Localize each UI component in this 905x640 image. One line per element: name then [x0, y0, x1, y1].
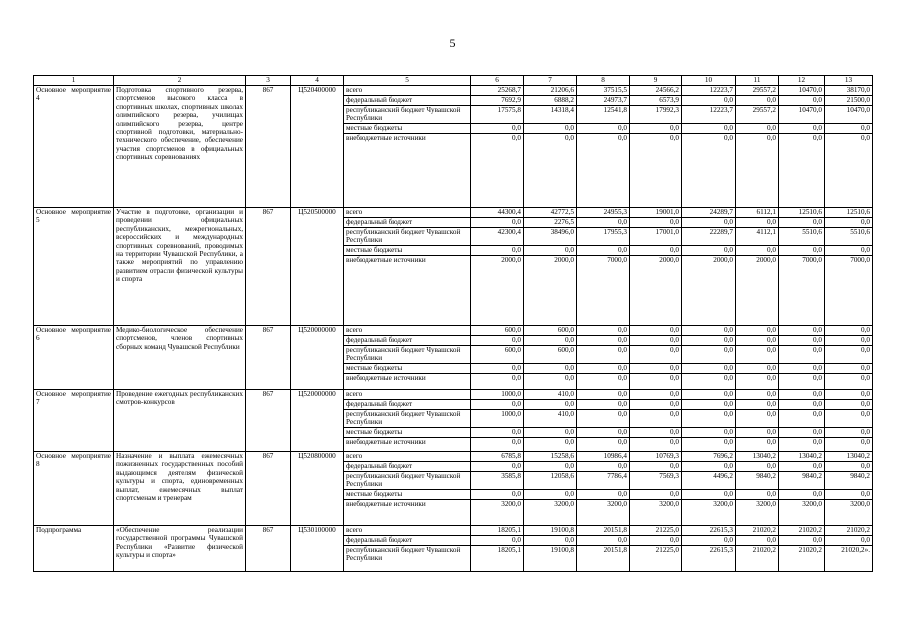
amount-cell: 7000,0 [825, 256, 873, 326]
amount-cell: 0,0 [825, 400, 873, 410]
table-row [34, 86, 873, 96]
amount-cell: 3200,0 [577, 500, 630, 526]
funding-source-cell: федеральный бюджет [344, 400, 471, 410]
amount-cell: 0,0 [779, 374, 825, 390]
funding-source-cell: местные бюджеты [344, 364, 471, 374]
amount-cell: 3200,0 [825, 500, 873, 526]
amount-cell: 0,0 [524, 400, 577, 410]
amount-cell: 0,0 [524, 124, 577, 134]
funding-source-cell: республиканский бюджет Чувашской Республики [344, 106, 471, 124]
amount-cell: 22615,3 [682, 546, 736, 572]
amount-cell: 3200,0 [779, 500, 825, 526]
amount-cell: 0,0 [630, 364, 682, 374]
activity-type-cell: Основное мероприятие 7 [34, 390, 114, 452]
amount-cell: 0,0 [682, 374, 736, 390]
amount-cell: 2000,0 [682, 256, 736, 326]
funding-source-cell: федеральный бюджет [344, 462, 471, 472]
amount-cell: 21206,6 [524, 86, 577, 96]
table-row [34, 326, 873, 336]
amount-cell: 25268,7 [471, 86, 524, 96]
amount-cell: 3200,0 [736, 500, 779, 526]
amount-cell: 0,0 [471, 364, 524, 374]
amount-cell: 17575,8 [471, 106, 524, 124]
amount-cell: 0,0 [736, 246, 779, 256]
admin-code-cell: 867 [246, 526, 291, 572]
amount-cell: 600,0 [471, 326, 524, 336]
amount-cell: 0,0 [825, 218, 873, 228]
amount-cell: 0,0 [736, 96, 779, 106]
amount-cell: 21020,2». [825, 546, 873, 572]
amount-cell: 10470,0 [779, 86, 825, 96]
amount-cell: 0,0 [736, 346, 779, 364]
activity-description-cell: Участие в подготовке, организации и проведении официальных республиканских, межрегиональных, всероссийских и международных спортивных соревнований, проводимых на территории Чувашской Республики, а также мероприятий по управлению развитием отрасли физической культуры и спорта [114, 208, 246, 326]
amount-cell: 7000,0 [577, 256, 630, 326]
funding-source-cell: республиканский бюджет Чувашской Республики [344, 546, 471, 572]
amount-cell: 0,0 [630, 346, 682, 364]
amount-cell: 0,0 [736, 462, 779, 472]
funding-source-cell: всего [344, 208, 471, 218]
amount-cell: 2276,5 [524, 218, 577, 228]
amount-cell: 0,0 [736, 410, 779, 428]
amount-cell: 0,0 [779, 246, 825, 256]
amount-cell: 37515,5 [577, 86, 630, 96]
amount-cell: 0,0 [779, 364, 825, 374]
amount-cell: 29557,2 [736, 86, 779, 96]
budget-class-code-cell: Ц520000000 [291, 326, 344, 390]
amount-cell: 0,0 [630, 428, 682, 438]
table-row [34, 208, 873, 218]
amount-cell: 13040,2 [779, 452, 825, 462]
amount-cell: 0,0 [577, 246, 630, 256]
amount-cell: 0,0 [682, 134, 736, 208]
amount-cell: 0,0 [825, 536, 873, 546]
amount-cell: 0,0 [825, 410, 873, 428]
funding-source-cell: республиканский бюджет Чувашской Республики [344, 228, 471, 246]
amount-cell: 29557,2 [736, 106, 779, 124]
amount-cell: 0,0 [524, 536, 577, 546]
amount-cell: 18205,1 [471, 546, 524, 572]
amount-cell: 7000,0 [779, 256, 825, 326]
amount-cell: 0,0 [736, 490, 779, 500]
amount-cell: 2000,0 [524, 256, 577, 326]
amount-cell: 10470,0 [779, 106, 825, 124]
amount-cell: 0,0 [471, 400, 524, 410]
amount-cell: 5510,6 [825, 228, 873, 246]
amount-cell: 0,0 [471, 462, 524, 472]
funding-source-cell: внебюджетные источники [344, 134, 471, 208]
funding-source-cell: местные бюджеты [344, 428, 471, 438]
funding-source-cell: республиканский бюджет Чувашской Республики [344, 346, 471, 364]
amount-cell: 0,0 [630, 124, 682, 134]
amount-cell: 0,0 [577, 490, 630, 500]
page-number: 5 [449, 36, 456, 50]
amount-cell: 6573,9 [630, 96, 682, 106]
admin-code-cell: 867 [246, 452, 291, 526]
activity-description-cell: Проведение ежегодных республиканских смотров-конкурсов [114, 390, 246, 452]
amount-cell: 2000,0 [630, 256, 682, 326]
amount-cell: 10986,4 [577, 452, 630, 462]
amount-cell: 38496,0 [524, 228, 577, 246]
amount-cell: 0,0 [630, 438, 682, 452]
amount-cell: 0,0 [682, 410, 736, 428]
amount-cell: 0,0 [682, 218, 736, 228]
amount-cell: 0,0 [524, 438, 577, 452]
amount-cell: 19100,8 [524, 546, 577, 572]
amount-cell: 0,0 [736, 134, 779, 208]
amount-cell: 0,0 [682, 96, 736, 106]
amount-cell: 10470,0 [825, 106, 873, 124]
amount-cell: 14318,4 [524, 106, 577, 124]
amount-cell: 0,0 [825, 336, 873, 346]
header-cell: 8 [577, 76, 630, 86]
amount-cell: 20151,8 [577, 526, 630, 536]
budget-class-code-cell: Ц520400000 [291, 86, 344, 208]
amount-cell: 0,0 [825, 326, 873, 336]
amount-cell: 0,0 [630, 246, 682, 256]
header-cell: 12 [779, 76, 825, 86]
amount-cell: 0,0 [736, 124, 779, 134]
amount-cell: 7692,9 [471, 96, 524, 106]
amount-cell: 0,0 [630, 390, 682, 400]
amount-cell: 0,0 [736, 326, 779, 336]
amount-cell: 19100,8 [524, 526, 577, 536]
header-cell: 1 [34, 76, 114, 86]
table-row [34, 390, 873, 400]
funding-source-cell: всего [344, 452, 471, 462]
amount-cell: 0,0 [682, 428, 736, 438]
amount-cell: 0,0 [577, 374, 630, 390]
amount-cell: 12223,7 [682, 86, 736, 96]
amount-cell: 21225,0 [630, 526, 682, 536]
amount-cell: 0,0 [577, 428, 630, 438]
amount-cell: 0,0 [577, 400, 630, 410]
admin-code-cell: 867 [246, 326, 291, 390]
funding-source-cell: внебюджетные источники [344, 256, 471, 326]
amount-cell: 0,0 [524, 490, 577, 500]
amount-cell: 0,0 [577, 218, 630, 228]
amount-cell: 10769,3 [630, 452, 682, 462]
amount-cell: 0,0 [736, 438, 779, 452]
amount-cell: 0,0 [630, 336, 682, 346]
amount-cell: 0,0 [779, 410, 825, 428]
amount-cell: 410,0 [524, 390, 577, 400]
amount-cell: 0,0 [577, 410, 630, 428]
amount-cell: 24566,2 [630, 86, 682, 96]
amount-cell: 0,0 [682, 438, 736, 452]
amount-cell: 600,0 [524, 346, 577, 364]
amount-cell: 18205,1 [471, 526, 524, 536]
amount-cell: 0,0 [471, 246, 524, 256]
amount-cell: 0,0 [524, 134, 577, 208]
amount-cell: 12510,6 [779, 208, 825, 218]
budget-class-code-cell: Ц520800000 [291, 452, 344, 526]
activity-type-cell: Основное мероприятие 6 [34, 326, 114, 390]
amount-cell: 0,0 [471, 218, 524, 228]
amount-cell: 9840,2 [736, 472, 779, 490]
amount-cell: 12510,6 [825, 208, 873, 218]
amount-cell: 0,0 [779, 134, 825, 208]
amount-cell: 0,0 [471, 374, 524, 390]
amount-cell: 0,0 [471, 438, 524, 452]
amount-cell: 0,0 [577, 536, 630, 546]
funding-source-cell: всего [344, 86, 471, 96]
funding-source-cell: всего [344, 390, 471, 400]
amount-cell: 0,0 [577, 336, 630, 346]
amount-cell: 6112,1 [736, 208, 779, 218]
amount-cell: 0,0 [736, 536, 779, 546]
funding-source-cell: местные бюджеты [344, 124, 471, 134]
funding-source-cell: всего [344, 326, 471, 336]
amount-cell: 0,0 [779, 346, 825, 364]
amount-cell: 17992,3 [630, 106, 682, 124]
amount-cell: 44300,4 [471, 208, 524, 218]
header-cell: 7 [524, 76, 577, 86]
amount-cell: 21020,2 [779, 546, 825, 572]
amount-cell: 0,0 [736, 364, 779, 374]
amount-cell: 24955,3 [577, 208, 630, 218]
amount-cell: 3585,8 [471, 472, 524, 490]
amount-cell: 0,0 [471, 428, 524, 438]
amount-cell: 15258,6 [524, 452, 577, 462]
amount-cell: 0,0 [630, 326, 682, 336]
activity-description-cell: «Обеспечение реализации государственной программы Чувашской Республики «Развитие физической культуры и спорта» [114, 526, 246, 572]
amount-cell: 20151,8 [577, 546, 630, 572]
amount-cell: 0,0 [825, 374, 873, 390]
amount-cell: 0,0 [736, 390, 779, 400]
amount-cell: 0,0 [630, 400, 682, 410]
amount-cell: 0,0 [736, 374, 779, 390]
amount-cell: 0,0 [682, 246, 736, 256]
amount-cell: 7569,3 [630, 472, 682, 490]
amount-cell: 0,0 [577, 134, 630, 208]
header-cell: 6 [471, 76, 524, 86]
amount-cell: 0,0 [471, 336, 524, 346]
amount-cell: 21225,0 [630, 546, 682, 572]
amount-cell: 0,0 [779, 438, 825, 452]
header-cell: 5 [344, 76, 471, 86]
header-cell: 10 [682, 76, 736, 86]
activity-type-cell: Основное мероприятие 8 [34, 452, 114, 526]
amount-cell: 12223,7 [682, 106, 736, 124]
amount-cell: 0,0 [630, 490, 682, 500]
activity-type-cell: Основное мероприятие 5 [34, 208, 114, 326]
header-cell: 9 [630, 76, 682, 86]
amount-cell: 0,0 [825, 364, 873, 374]
amount-cell: 4112,1 [736, 228, 779, 246]
amount-cell: 22615,3 [682, 526, 736, 536]
amount-cell: 0,0 [577, 364, 630, 374]
amount-cell: 0,0 [825, 438, 873, 452]
amount-cell: 3200,0 [471, 500, 524, 526]
amount-cell: 21020,2 [825, 526, 873, 536]
amount-cell: 21500,0 [825, 96, 873, 106]
amount-cell: 42300,4 [471, 228, 524, 246]
funding-source-cell: федеральный бюджет [344, 336, 471, 346]
table-row [34, 526, 873, 536]
amount-cell: 0,0 [524, 374, 577, 390]
amount-cell: 2000,0 [736, 256, 779, 326]
amount-cell: 0,0 [524, 336, 577, 346]
amount-cell: 0,0 [682, 364, 736, 374]
amount-cell: 0,0 [779, 336, 825, 346]
amount-cell: 0,0 [630, 374, 682, 390]
amount-cell: 19001,0 [630, 208, 682, 218]
amount-cell: 0,0 [471, 134, 524, 208]
admin-code-cell: 867 [246, 390, 291, 452]
amount-cell: 0,0 [779, 124, 825, 134]
amount-cell: 0,0 [736, 336, 779, 346]
activity-description-cell: Назначение и выплата ежемесячных пожизненных государственных пособий выдающимся деятелям физической культуры и спорта, единовременных выплат, ежемесячных выплат спортсменам и тренерам [114, 452, 246, 526]
amount-cell: 0,0 [779, 428, 825, 438]
amount-cell: 22289,7 [682, 228, 736, 246]
amount-cell: 3200,0 [682, 500, 736, 526]
amount-cell: 0,0 [682, 336, 736, 346]
header-cell: 11 [736, 76, 779, 86]
activity-type-cell: Основное мероприятие 4 [34, 86, 114, 208]
amount-cell: 0,0 [471, 124, 524, 134]
amount-cell: 0,0 [682, 400, 736, 410]
amount-cell: 0,0 [779, 462, 825, 472]
funding-source-cell: республиканский бюджет Чувашской Республики [344, 410, 471, 428]
amount-cell: 410,0 [524, 410, 577, 428]
amount-cell: 0,0 [630, 410, 682, 428]
amount-cell: 0,0 [471, 536, 524, 546]
amount-cell: 0,0 [630, 134, 682, 208]
budget-table [33, 75, 873, 572]
amount-cell: 24289,7 [682, 208, 736, 218]
amount-cell: 0,0 [577, 346, 630, 364]
amount-cell: 0,0 [682, 536, 736, 546]
budget-class-code-cell: Ц530100000 [291, 526, 344, 572]
activity-description-cell: Подготовка спортивного резерва, спортсменов высокого класса в спортивных школах, спортивных школах олимпийского резерва, училищах олимпийского резерва, центре спортивной подготовки, материально-технического обеспечение, обеспечение участия спортсменов в официальных спортивных соревнованиях [114, 86, 246, 208]
amount-cell: 3200,0 [630, 500, 682, 526]
funding-source-cell: всего [344, 526, 471, 536]
amount-cell: 0,0 [524, 428, 577, 438]
amount-cell: 6785,8 [471, 452, 524, 462]
funding-source-cell: федеральный бюджет [344, 536, 471, 546]
funding-source-cell: внебюджетные источники [344, 438, 471, 452]
admin-code-cell: 867 [246, 208, 291, 326]
amount-cell: 0,0 [779, 400, 825, 410]
amount-cell: 0,0 [779, 218, 825, 228]
funding-source-cell: внебюджетные источники [344, 374, 471, 390]
funding-source-cell: местные бюджеты [344, 490, 471, 500]
budget-class-code-cell: Ц520500000 [291, 208, 344, 326]
amount-cell: 0,0 [524, 364, 577, 374]
amount-cell: 600,0 [524, 326, 577, 336]
amount-cell: 0,0 [577, 124, 630, 134]
amount-cell: 0,0 [825, 246, 873, 256]
amount-cell: 0,0 [630, 536, 682, 546]
amount-cell: 0,0 [524, 246, 577, 256]
amount-cell: 0,0 [779, 96, 825, 106]
amount-cell: 0,0 [682, 390, 736, 400]
amount-cell: 3200,0 [524, 500, 577, 526]
header-row [34, 76, 873, 86]
amount-cell: 17001,0 [630, 228, 682, 246]
amount-cell: 0,0 [630, 462, 682, 472]
activity-description-cell: Медико-биологическое обеспечение спортсменов, членов спортивных сборных команд Чувашской Республики [114, 326, 246, 390]
admin-code-cell: 867 [246, 86, 291, 208]
amount-cell: 13040,2 [736, 452, 779, 462]
table-body [34, 86, 873, 572]
amount-cell: 0,0 [682, 326, 736, 336]
amount-cell: 0,0 [682, 490, 736, 500]
amount-cell: 12541,8 [577, 106, 630, 124]
amount-cell: 4496,2 [682, 472, 736, 490]
amount-cell: 21020,2 [736, 526, 779, 536]
amount-cell: 0,0 [825, 390, 873, 400]
amount-cell: 0,0 [524, 462, 577, 472]
funding-source-cell: федеральный бюджет [344, 96, 471, 106]
amount-cell: 0,0 [825, 134, 873, 208]
funding-source-cell: федеральный бюджет [344, 218, 471, 228]
amount-cell: 17955,3 [577, 228, 630, 246]
amount-cell: 0,0 [736, 428, 779, 438]
amount-cell: 0,0 [471, 490, 524, 500]
amount-cell: 21020,2 [736, 546, 779, 572]
amount-cell: 1000,0 [471, 410, 524, 428]
amount-cell: 1000,0 [471, 390, 524, 400]
amount-cell: 0,0 [577, 390, 630, 400]
amount-cell: 0,0 [630, 218, 682, 228]
amount-cell: 0,0 [825, 346, 873, 364]
amount-cell: 0,0 [682, 346, 736, 364]
amount-cell: 0,0 [779, 390, 825, 400]
amount-cell: 600,0 [471, 346, 524, 364]
header-cell: 2 [114, 76, 246, 86]
activity-type-cell: Подпрограмма [34, 526, 114, 572]
amount-cell: 7786,4 [577, 472, 630, 490]
amount-cell: 0,0 [736, 218, 779, 228]
amount-cell: 38170,0 [825, 86, 873, 96]
amount-cell: 6888,2 [524, 96, 577, 106]
amount-cell: 0,0 [682, 124, 736, 134]
header-cell: 4 [291, 76, 344, 86]
amount-cell: 0,0 [825, 462, 873, 472]
amount-cell: 0,0 [577, 462, 630, 472]
amount-cell: 0,0 [779, 536, 825, 546]
amount-cell: 42772,5 [524, 208, 577, 218]
amount-cell: 0,0 [825, 124, 873, 134]
amount-cell: 0,0 [825, 490, 873, 500]
amount-cell: 0,0 [736, 400, 779, 410]
amount-cell: 0,0 [779, 490, 825, 500]
funding-source-cell: местные бюджеты [344, 246, 471, 256]
amount-cell: 2000,0 [471, 256, 524, 326]
amount-cell: 9840,2 [779, 472, 825, 490]
amount-cell: 9840,2 [825, 472, 873, 490]
budget-class-code-cell: Ц520000000 [291, 390, 344, 452]
amount-cell: 0,0 [577, 438, 630, 452]
amount-cell: 0,0 [577, 326, 630, 336]
amount-cell: 5510,6 [779, 228, 825, 246]
amount-cell: 21020,2 [779, 526, 825, 536]
amount-cell: 12058,6 [524, 472, 577, 490]
amount-cell: 7696,2 [682, 452, 736, 462]
table-row [34, 452, 873, 462]
funding-source-cell: внебюджетные источники [344, 500, 471, 526]
amount-cell: 0,0 [825, 428, 873, 438]
header-cell: 3 [246, 76, 291, 86]
amount-cell: 24973,7 [577, 96, 630, 106]
amount-cell: 13040,2 [825, 452, 873, 462]
header-cell: 13 [825, 76, 873, 86]
funding-source-cell: республиканский бюджет Чувашской Республики [344, 472, 471, 490]
amount-cell: 0,0 [779, 326, 825, 336]
amount-cell: 0,0 [682, 462, 736, 472]
